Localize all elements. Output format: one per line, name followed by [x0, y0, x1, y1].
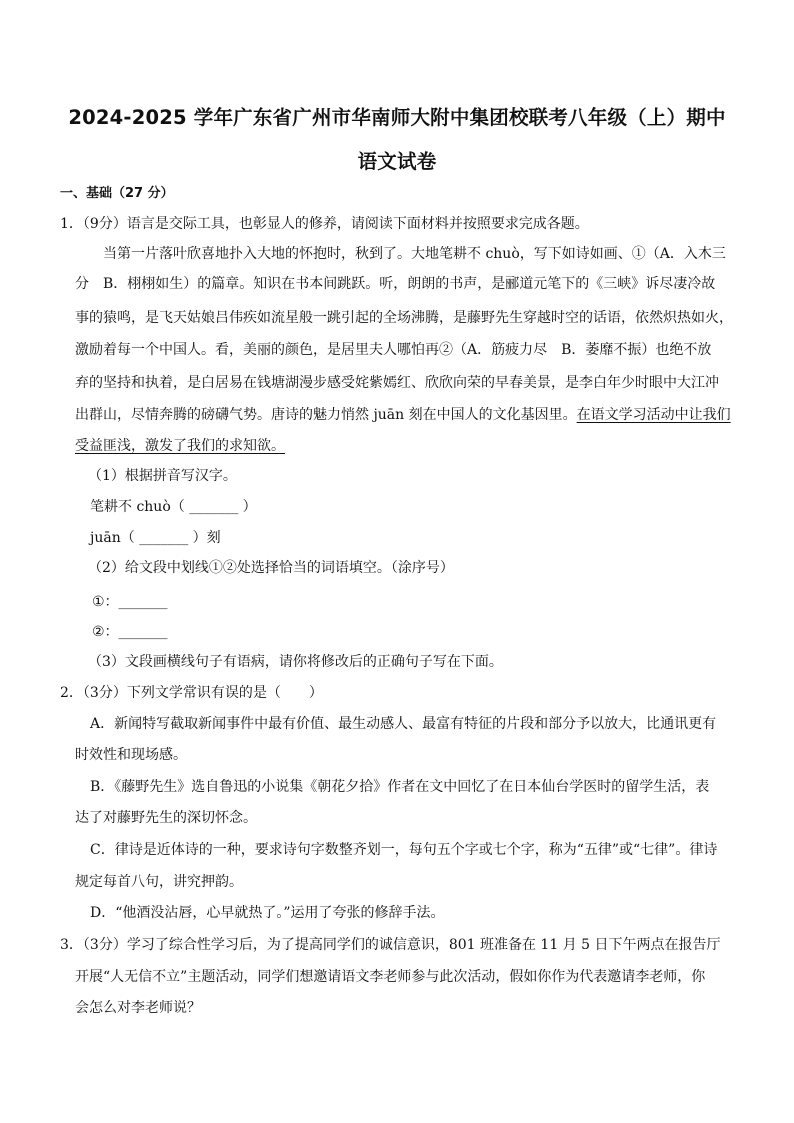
exam-title-line1: 2024-2025 学年广东省广州市华南师大附中集团校联考八年级（上）期中: [68, 106, 726, 129]
q1-sub2-answer-1[interactable]: ①：_______: [92, 594, 168, 610]
q1-sub1-item-b: [90, 528, 221, 548]
q1-sub1-b-suffix: ）刻: [192, 530, 221, 546]
q1-underlined-sentence: 受益匪浅，激发了我们的求知欲。: [75, 438, 285, 454]
q2-option-c: C．律诗是近体诗的一种，要求诗句字数整齐划一，每句五个字或七个字，称为“五律”或“七律”。律诗: [90, 842, 718, 858]
q2-option-b-cont: 达了对藤野先生的深切怀念。: [75, 810, 257, 826]
q1-passage-text: 出群山，尽情奔腾的磅礴气势。唐诗的魅力悄然 juān 刻在中国人的文化基因里。: [75, 407, 577, 423]
answer-blank[interactable]: _______: [139, 530, 189, 546]
q1-sub2: （2）给文段中划线①②处选择恰当的词语填空。（涂序号）: [88, 560, 454, 576]
q3-stem: 3．（3分）学习了综合性学习后，为了提高同学们的诚信意识，801 班准备在 11 月 5 日下午两点在报告厅: [60, 937, 721, 953]
q2-option-a-cont: 时效性和现场感。: [75, 747, 187, 763]
q1-passage-line: 当第一片落叶欣喜地扑入大地的怀抱时，秋到了。大地笔耕不 chuò，写下如诗如画、①（A．入木三: [103, 246, 726, 262]
q1-underlined-sentence: 在语文学习活动中让我们: [576, 407, 731, 423]
q1-stem: 1．（9分）语言是交际工具，也彰显人的修养，请阅读下面材料并按照要求完成各题。: [60, 216, 589, 232]
q1-passage-line: 弃的坚持和执着，是白居易在钱塘湖漫步感受姹紫嫣红、欣欣向荣的早春美景，是李白年少时眼中大江冲: [75, 375, 719, 391]
q1-sub3: （3）文段画横线句子有语病，请你将修改后的正确句子写在下面。: [88, 654, 503, 670]
q1-sub1-item-a: [90, 497, 257, 517]
q2-option-a: A．新闻特写截取新闻事件中最有价值、最生动感人、最富有特征的片段和部分予以放大，比通讯更有: [90, 716, 717, 732]
q2-option-c-cont: 规定每首八句，讲究押韵。: [75, 874, 243, 890]
q1-sub1: （1）根据拼音写汉字。: [88, 468, 237, 484]
q3-stem-cont: 会怎么对李老师说？: [75, 1000, 201, 1016]
q1-passage-line: [75, 405, 731, 425]
q2-option-b: B．《藤野先生》选自鲁迅的小说集《朝花夕拾》作者在文中回忆了在日本仙台学医时的留学生活，表: [90, 779, 710, 795]
section-heading: 一、基础（27 分）: [60, 186, 174, 201]
q1-sub1-b-prefix: juān（: [90, 530, 135, 546]
answer-blank[interactable]: _______: [189, 499, 239, 515]
exam-title-line2: 语文试卷: [357, 150, 437, 173]
q1-passage-line: 事的猿鸣，是飞天姑娘吕伟疾如流星般一跳引起的全场沸腾，是藤野先生穿越时空的话语，依然炽热如火，: [75, 310, 733, 326]
q1-passage-line: 分 B．栩栩如生）的篇章。知识在书本间跳跃。听，朗朗的书声，是郦道元笔下的《三峡》诉尽凄冷故: [75, 276, 716, 292]
q2-option-d: D．“他酒没沾唇，心早就热了。”运用了夸张的修辞手法。: [90, 905, 445, 921]
q1-sub2-answer-2[interactable]: ②：_______: [92, 624, 168, 640]
q3-stem-cont: 开展“人无信不立”主题活动，同学们想邀请语文李老师参与此次活动，假如你作为代表邀请李老师，你: [75, 969, 706, 985]
q2-stem: 2．（3分）下列文学常识有误的是（ ）: [60, 685, 323, 701]
q1-sub1-a-suffix: ）: [242, 499, 257, 515]
q1-sub1-a-prefix: 笔耕不 chuò（: [90, 499, 185, 515]
q1-passage-line: 激励着每一个中国人。看，美丽的颜色，是居里夫人哪怕再②（A．筋疲力尽 B．萎靡不振）也绝不放: [75, 342, 712, 358]
